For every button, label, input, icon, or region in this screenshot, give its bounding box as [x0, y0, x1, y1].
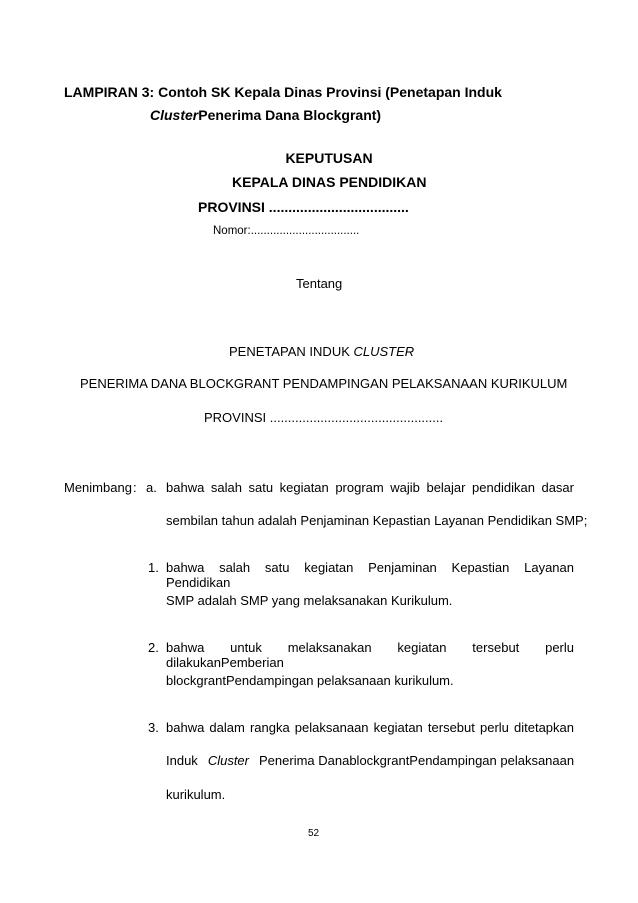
- keputusan-title: KEPUTUSAN: [285, 150, 373, 166]
- menimbang-colon: :: [133, 480, 137, 495]
- lampiran-line-2: [150, 107, 381, 123]
- item-1-line-1: bahwa salah satu kegiatan Penjaminan Kepastian Layanan Pendidikan: [166, 560, 574, 590]
- lampiran-line-2-rest: Penerima Dana Blockgrant): [198, 107, 382, 123]
- item-3-marker: 3.: [148, 720, 159, 735]
- item-3-induk: Induk: [166, 753, 198, 768]
- subject-cluster-word: CLUSTER: [353, 344, 415, 359]
- item-2-line-1: bahwa untuk melaksanakan kegiatan tersebut perlu dilakukanPemberian: [166, 640, 574, 670]
- item-1-marker: 1.: [148, 560, 159, 575]
- subject-line-3: PROVINSI ................................................: [204, 410, 444, 425]
- item-3-line-3: kurikulum.: [166, 787, 226, 802]
- provinsi-line: PROVINSI ....................................: [198, 199, 409, 215]
- item-a-line-2: sembilan tahun adalah Penjaminan Kepastian Layanan Pendidikan SMP;: [166, 513, 588, 528]
- item-3-line-2: [166, 753, 574, 768]
- item-1-line-2: SMP adalah SMP yang melaksanakan Kurikulum.: [166, 593, 453, 608]
- item-3-line-2-rest: Penerima DanablockgrantPendampingan pelaksanaan: [259, 753, 575, 768]
- lampiran-cluster-word: Cluster: [150, 107, 199, 123]
- item-3-line-1: bahwa dalam rangka pelaksanaan kegiatan tersebut perlu ditetapkan: [166, 720, 574, 735]
- subject-line-1: [229, 344, 414, 359]
- item-3-cluster-word: Cluster: [207, 753, 249, 768]
- item-a-line-1: bahwa salah satu kegiatan program wajib belajar pendidikan dasar: [166, 480, 574, 495]
- nomor-line: Nomor:..................................: [213, 225, 360, 237]
- item-2-line-2: blockgrantPendampingan pelaksanaan kurikulum.: [166, 673, 454, 688]
- item-a-marker: a.: [146, 480, 157, 495]
- lampiran-line-1: LAMPIRAN 3: Contoh SK Kepala Dinas Provinsi (Penetapan Induk: [64, 84, 502, 100]
- item-2-marker: 2.: [148, 640, 159, 655]
- tentang-label: Tentang: [296, 276, 343, 291]
- subject-prefix: PENETAPAN INDUK: [229, 344, 354, 359]
- menimbang-label: Menimbang: [64, 480, 132, 495]
- subject-line-2: PENERIMA DANA BLOCKGRANT PENDAMPINGAN PELAKSANAAN KURIKULUM: [80, 376, 568, 391]
- kepala-dinas-title: KEPALA DINAS PENDIDIKAN: [232, 174, 427, 190]
- page-number: 52: [308, 828, 320, 839]
